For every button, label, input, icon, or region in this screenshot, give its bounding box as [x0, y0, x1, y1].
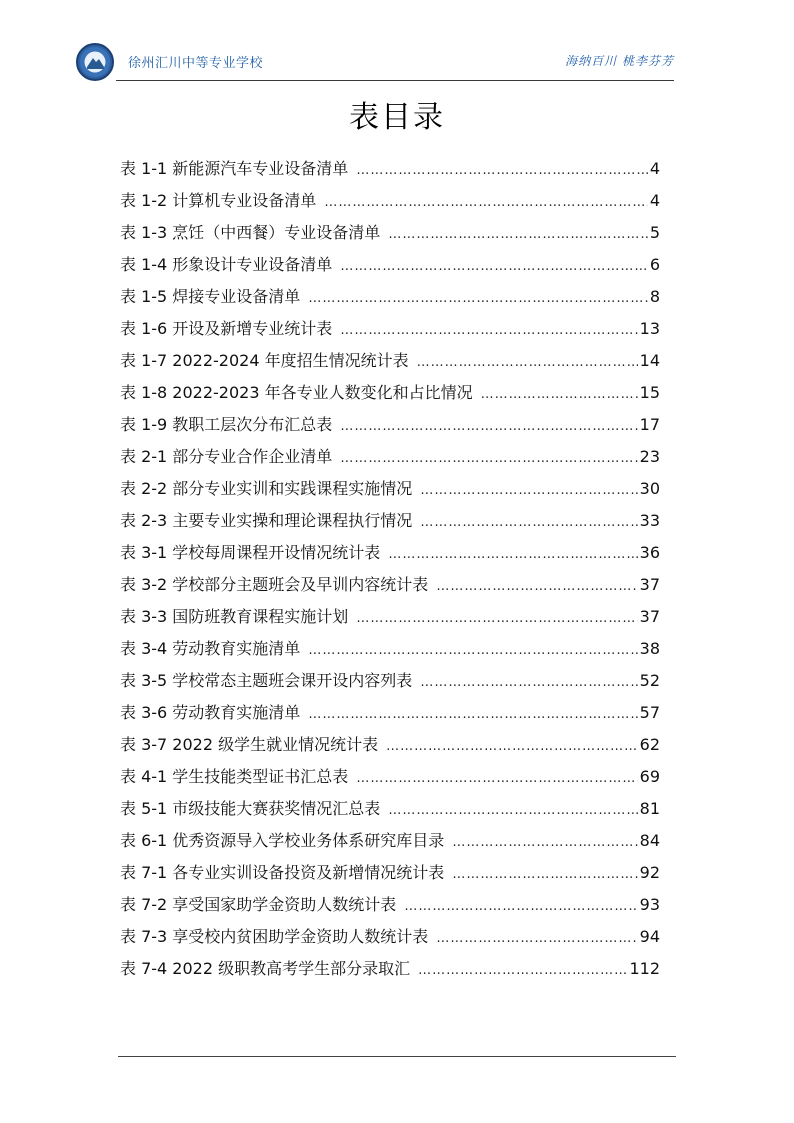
toc-entry[interactable] — [120, 380, 660, 412]
toc-leader-dots — [420, 675, 637, 690]
toc-leader-dots — [340, 259, 648, 274]
toc-entry-page-number: 14 — [639, 351, 660, 370]
toc-leader-dots — [356, 163, 648, 178]
footer-divider — [118, 1056, 676, 1057]
toc-entry-page-number: 13 — [639, 319, 660, 338]
toc-entry-label: 表 5-1 市级技能大赛获奖情况汇总表 — [120, 799, 381, 818]
toc-leader-dots — [388, 803, 637, 818]
toc-entry-page-number: 81 — [639, 799, 660, 818]
toc-entry-label: 表 2-2 部分专业实训和实践课程实施情况 — [120, 479, 413, 498]
toc-leader-dots — [452, 867, 637, 882]
toc-entry[interactable] — [120, 540, 660, 572]
toc-leader-dots — [420, 515, 637, 530]
toc-entry[interactable] — [120, 700, 660, 732]
toc-entry-label: 表 1-2 计算机专业设备清单 — [120, 191, 317, 210]
toc-entry-label: 表 1-7 2022-2024 年度招生情况统计表 — [120, 351, 409, 370]
toc-entry-page-number: 4 — [649, 191, 660, 210]
toc-entry-label: 表 1-1 新能源汽车专业设备清单 — [120, 159, 349, 178]
toc-entry-label: 表 3-1 学校每周课程开设情况统计表 — [120, 543, 381, 562]
toc-entry[interactable] — [120, 956, 660, 988]
toc-entry[interactable] — [120, 508, 660, 540]
toc-leader-dots — [420, 483, 637, 498]
toc-leader-dots — [340, 451, 637, 466]
toc-leader-dots — [356, 771, 637, 786]
toc-leader-dots — [418, 963, 627, 978]
toc-leader-dots — [417, 355, 638, 370]
toc-entry-page-number: 36 — [639, 543, 660, 562]
toc-leader-dots — [452, 835, 637, 850]
toc-entry[interactable] — [120, 892, 660, 924]
toc-entry-page-number: 38 — [639, 639, 660, 658]
toc-entry-page-number: 8 — [649, 287, 660, 306]
toc-leader-dots — [308, 291, 648, 306]
toc-entry-label: 表 7-1 各专业实训设备投资及新增情况统计表 — [120, 863, 445, 882]
toc-entry[interactable] — [120, 828, 660, 860]
school-logo-icon — [76, 43, 114, 81]
table-of-tables-list — [120, 156, 660, 988]
toc-entry-page-number: 30 — [639, 479, 660, 498]
toc-entry[interactable] — [120, 860, 660, 892]
toc-leader-dots — [481, 387, 638, 402]
toc-entry-label: 表 1-8 2022-2023 年各专业人数变化和占比情况 — [120, 383, 473, 402]
toc-entry[interactable] — [120, 604, 660, 636]
toc-leader-dots — [388, 227, 648, 242]
toc-entry-page-number: 4 — [649, 159, 660, 178]
toc-entry-page-number: 17 — [639, 415, 660, 434]
toc-entry-page-number: 33 — [639, 511, 660, 530]
toc-entry[interactable] — [120, 188, 660, 220]
toc-entry-page-number: 37 — [639, 607, 660, 626]
toc-entry-label: 表 1-5 焊接专业设备清单 — [120, 287, 301, 306]
toc-entry-label: 表 7-4 2022 级职教高考学生部分录取汇 — [120, 959, 411, 978]
toc-entry[interactable] — [120, 732, 660, 764]
toc-entry-label: 表 1-9 教职工层次分布汇总表 — [120, 415, 333, 434]
toc-entry[interactable] — [120, 252, 660, 284]
toc-entry-label: 表 3-2 学校部分主题班会及早训内容统计表 — [120, 575, 429, 594]
toc-leader-dots — [436, 931, 637, 946]
toc-entry-page-number: 5 — [649, 223, 660, 242]
toc-entry[interactable] — [120, 764, 660, 796]
toc-entry-page-number: 94 — [639, 927, 660, 946]
toc-entry-page-number: 6 — [649, 255, 660, 274]
toc-entry[interactable] — [120, 348, 660, 380]
page-header — [76, 38, 674, 84]
toc-entry-page-number: 69 — [639, 767, 660, 786]
toc-entry-page-number: 23 — [639, 447, 660, 466]
toc-entry[interactable] — [120, 412, 660, 444]
toc-entry-label: 表 2-1 部分专业合作企业清单 — [120, 447, 333, 466]
toc-entry[interactable] — [120, 572, 660, 604]
toc-entry-page-number: 57 — [639, 703, 660, 722]
toc-entry-page-number: 84 — [639, 831, 660, 850]
toc-leader-dots — [308, 643, 637, 658]
toc-entry[interactable] — [120, 444, 660, 476]
toc-entry[interactable] — [120, 636, 660, 668]
toc-leader-dots — [308, 707, 637, 722]
toc-entry[interactable] — [120, 924, 660, 956]
header-divider — [116, 80, 674, 81]
toc-leader-dots — [436, 579, 637, 594]
toc-entry-label: 表 1-3 烹饪（中西餐）专业设备清单 — [120, 223, 381, 242]
toc-leader-dots — [340, 323, 637, 338]
toc-entry[interactable] — [120, 476, 660, 508]
toc-entry-label: 表 6-1 优秀资源导入学校业务体系研究库目录 — [120, 831, 445, 850]
school-motto: 海纳百川 桃李芬芳 — [565, 54, 674, 68]
toc-entry-label: 表 7-3 享受校内贫困助学金资助人数统计表 — [120, 927, 429, 946]
toc-entry-page-number: 92 — [639, 863, 660, 882]
toc-entry-label: 表 1-6 开设及新增专业统计表 — [120, 319, 333, 338]
toc-entry-label: 表 3-5 学校常态主题班会课开设内容列表 — [120, 671, 413, 690]
toc-leader-dots — [340, 419, 637, 434]
toc-entry-label: 表 3-4 劳动教育实施清单 — [120, 639, 301, 658]
toc-entry-label: 表 7-2 享受国家助学金资助人数统计表 — [120, 895, 397, 914]
toc-leader-dots — [404, 899, 637, 914]
toc-leader-dots — [356, 611, 637, 626]
toc-entry[interactable] — [120, 316, 660, 348]
toc-entry[interactable] — [120, 220, 660, 252]
toc-leader-dots — [386, 739, 638, 754]
toc-entry-page-number: 112 — [629, 959, 660, 978]
toc-entry-label: 表 3-6 劳动教育实施清单 — [120, 703, 301, 722]
toc-entry-page-number: 93 — [639, 895, 660, 914]
toc-entry[interactable] — [120, 668, 660, 700]
toc-entry[interactable] — [120, 156, 660, 188]
toc-entry-page-number: 15 — [639, 383, 660, 402]
toc-entry-label: 表 3-7 2022 级学生就业情况统计表 — [120, 735, 379, 754]
toc-entry-label: 表 3-3 国防班教育课程实施计划 — [120, 607, 349, 626]
toc-entry-label: 表 4-1 学生技能类型证书汇总表 — [120, 767, 349, 786]
toc-entry[interactable] — [120, 284, 660, 316]
page-title: 表目录 — [349, 100, 445, 135]
toc-entry-page-number: 62 — [639, 735, 660, 754]
toc-leader-dots — [388, 547, 637, 562]
toc-entry-label: 表 1-4 形象设计专业设备清单 — [120, 255, 333, 274]
toc-entry-page-number: 52 — [639, 671, 660, 690]
toc-entry-page-number: 37 — [639, 575, 660, 594]
toc-entry-label: 表 2-3 主要专业实操和理论课程执行情况 — [120, 511, 413, 530]
toc-entry[interactable] — [120, 796, 660, 828]
school-name: 徐州汇川中等专业学校 — [128, 56, 264, 71]
toc-leader-dots — [324, 195, 648, 210]
